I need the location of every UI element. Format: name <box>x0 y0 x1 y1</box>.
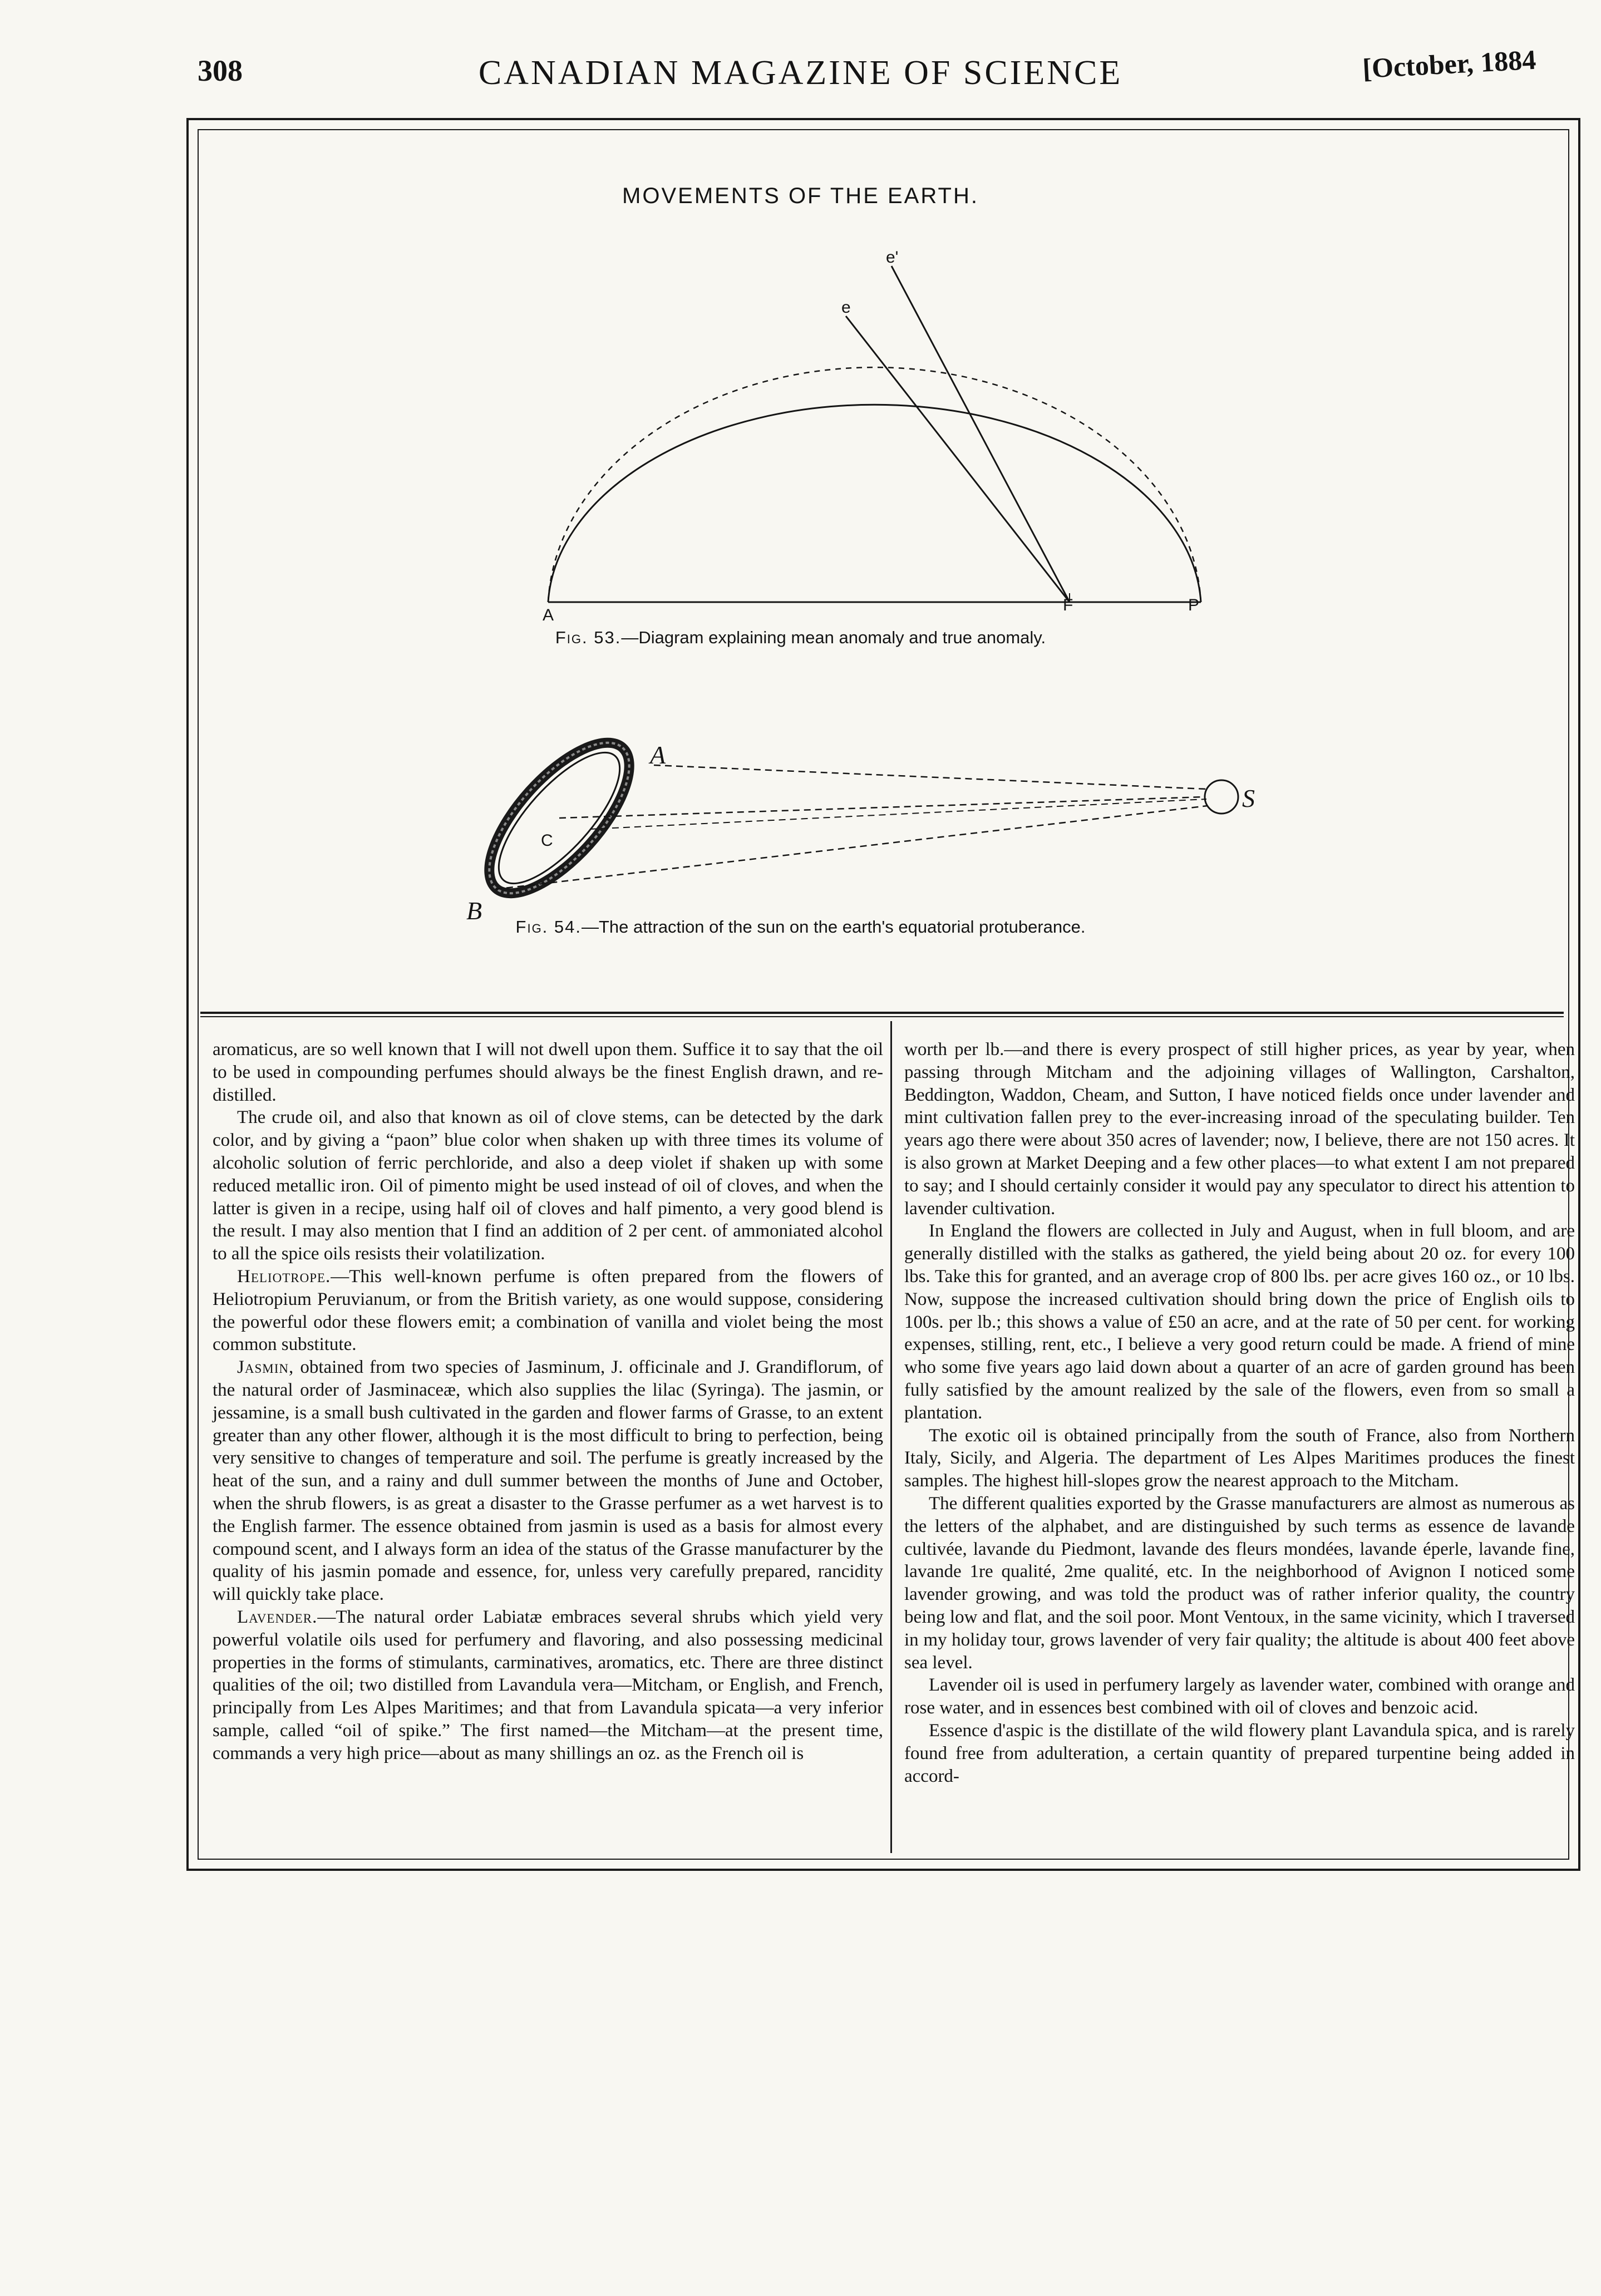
fig53-ellipse <box>548 405 1201 602</box>
fig54-label-b: B <box>466 896 482 925</box>
fig54-line-b <box>495 806 1208 889</box>
paragraph: The crude oil, and also that known as oil of clove stems, can be detected by the dark color, and by giving a “paon” blue color when shaken up with three times its volume of alcoholic solution of ferric perchloride, and also a deep violet if shaken up with some reduced metallic iron. Oil of pimento might be used instead of oil of cloves, and when the latter is given in a recipe, using half oil of cloves and half pimento, a very good blend is the result. I may also mention that I find an addition of 2 per cent. of ammoniated alcohol to all the spice oils resists their volatilization. <box>213 1107 883 1264</box>
fig54-label-a: A <box>650 741 666 769</box>
fig54-line-a <box>654 765 1208 789</box>
paragraph: Lavender oil is used in perfumery largely as lavender water, combined with orange and rose water, and in essences best combined with oil of cloves and benzoic acid. <box>904 1675 1575 1718</box>
paragraph: aromaticus, are so well known that I will not dwell upon them. Suffice it to say that the oil to be used in compounding perfumes should always be the finest English drawn, and re-distilled. <box>213 1039 883 1105</box>
fig53-dashed-circle <box>548 367 1201 602</box>
fig54-caption-label: Fig. 54. <box>515 917 582 937</box>
fig53-label-p: P <box>1188 596 1200 614</box>
section-lead: Heliotrope. <box>237 1266 331 1287</box>
fig54-diagram <box>466 721 1255 925</box>
column-divider <box>890 1021 892 1853</box>
fig53-caption-label: Fig. 53. <box>555 628 622 647</box>
fig54-caption <box>0 917 1601 937</box>
journal-title: CANADIAN MAGAZINE OF SCIENCE <box>478 54 1123 92</box>
fig53-label-f: F <box>1063 596 1073 614</box>
fig54-caption-text: —The attraction of the sun on the earth's equatorial protuberance. <box>582 917 1086 937</box>
fig54-label-s: S <box>1242 784 1255 812</box>
fig53-label-e: e <box>841 298 851 317</box>
page-number: 308 <box>198 54 243 87</box>
figure-divider-rule <box>200 1012 1564 1014</box>
fig53-label-e-prime: e' <box>886 248 899 267</box>
paragraph-jasmin: Jasmin, obtained from two species of Jasminum, J. officinale and J. Grandiflorum, of the natural order of Jasminaceæ, which also supplies the lilac (Syringa). The jasmin, or jessamine, is a small bush cultivated in the garden and flower farms of Grasse, to an extent greater than any other flower, although it is the most difficult to bring to perfection, being very sensitive to changes of temperature and soil. The perfume is greatly increased by the heat of the sun, and a rainy and dull summer between the months of June and October, when the shrub flowers, is as great a disaster to the Grasse perfumer as a wet harvest is to the English farmer. The essence obtained from jasmin is used as a basis for almost every compound scent, and I always form an idea of the status of the Grasse manufacturer by the quality of his jasmin pomade and essence, for, unless very carefully prepared, rancidity will quickly take place. <box>213 1357 883 1605</box>
paragraph: The different qualities exported by the Grasse manufacturers are almost as numerous as the letters of the alphabet, and are distinguished by such terms as essence de lavande cultivée, lavande du Piedmont, lavande des fleurs mondées, lavande éperle, lavande fine, lavande 1re qualité, 2me qualité, etc. In the neighborhood of Avignon I noticed some lavender growing, and was told the product was of rather inferior quality, the country being low and flat, and the soil poor. Mont Ventoux, in the same vicinity, which I traversed in my holiday tour, grows lavender of very fair quality; the altitude is about 400 feet above sea level. <box>904 1493 1575 1673</box>
paragraph: In England the flowers are collected in July and August, when in full bloom, and are generally distilled with the stalks as gathered, the yield being about 20 oz. for every 100 lbs. Take this for granted, and an average crop of 800 lbs. per acre gives 160 oz., or 10 lbs. Now, suppose the increased cultivation should bring down the price of English oils to 100s. per lb.; this shows a value of £50 an acre, and at the rate of 50 per cent. for working expenses, stilling, rent, etc., I believe a very good return could be made. A friend of mine who some five years ago laid down about a quarter of an acre of garden ground has been fully satisfied by the amount realized by the sale of the flowers, even from so small a plantation. <box>904 1221 1575 1423</box>
paragraph: worth per lb.—and there is every prospect of still higher prices, as year by year, when passing through Mitcham and the adjoining villages of Wallington, Carshalton, Beddington, Waddon, Cheam, and Sutton, I have noticed fields once under lavender and mint cultivation fallen prey to the ever-increasing inroad of the speculating builder. Ten years ago there were about 350 acres of lavender; now, I believe, there are not 150 acres. It is also grown at Market Deeping and a few other places—to what extent I am not prepared to say; and I should certainly consider it would pay any speculator to direct his attention to lavender cultivation. <box>904 1039 1575 1219</box>
left-column <box>213 1038 883 1765</box>
figure-section-title: MOVEMENTS OF THE EARTH. <box>622 184 979 208</box>
paragraph: The exotic oil is obtained principally from the south of France, also from Northern Italy, Sicily, and Algeria. The department of Les Alpes Maritimes produces the finest samples. The highest hill-slopes grow the nearest approach to the Mitcham. <box>904 1425 1575 1491</box>
paragraph-heliotrope: Heliotrope.—This well-known perfume is often prepared from the flowers of Heliotropium Peruvianum, or from the British variety, as one would suppose, considering the powerful odor these flowers emit; a combination of vanilla and violet being the most common substitute. <box>213 1266 883 1355</box>
right-column <box>904 1038 1575 1787</box>
fig53-diagram <box>543 248 1201 624</box>
fig53-label-a: A <box>543 606 554 624</box>
issue-date: [October, 1884 <box>1362 43 1537 85</box>
fig54-label-c: C <box>541 831 553 850</box>
figures-svg <box>0 0 1601 1002</box>
fig53-caption-text: —Diagram explaining mean anomaly and true anomaly. <box>621 628 1046 647</box>
section-lead: Jasmin, <box>237 1357 294 1378</box>
fig54-sun <box>1205 780 1238 814</box>
section-lead: Lavender. <box>237 1607 318 1627</box>
fig53-caption <box>0 628 1601 648</box>
paragraph: Essence d'aspic is the distillate of the wild flowery plant Lavandula spica, and is rarely found free from adulteration, a certain quantity of prepared turpentine being added in accord- <box>904 1720 1575 1786</box>
paragraph-lavender: Lavender.—The natural order Labiatæ embraces several shrubs which yield very powerful volatile oils used for perfumery and flavoring, and also possessing medicinal properties in the forms of stimulants, carminatives, aromatics, etc. There are three distinct qualities of the oil; two distilled from Lavandula vera—Mitcham, or English, and French, principally from Les Alpes Maritimes; and that from Lavandula spicata—a very inferior sample, called “oil of spike.” The first named—the Mitcham—at the present time, commands a very high price—about as many shillings an oz. as the French oil is <box>213 1607 883 1763</box>
fig53-line-e <box>846 316 1070 602</box>
figure-divider-rule-thin <box>200 1016 1564 1017</box>
